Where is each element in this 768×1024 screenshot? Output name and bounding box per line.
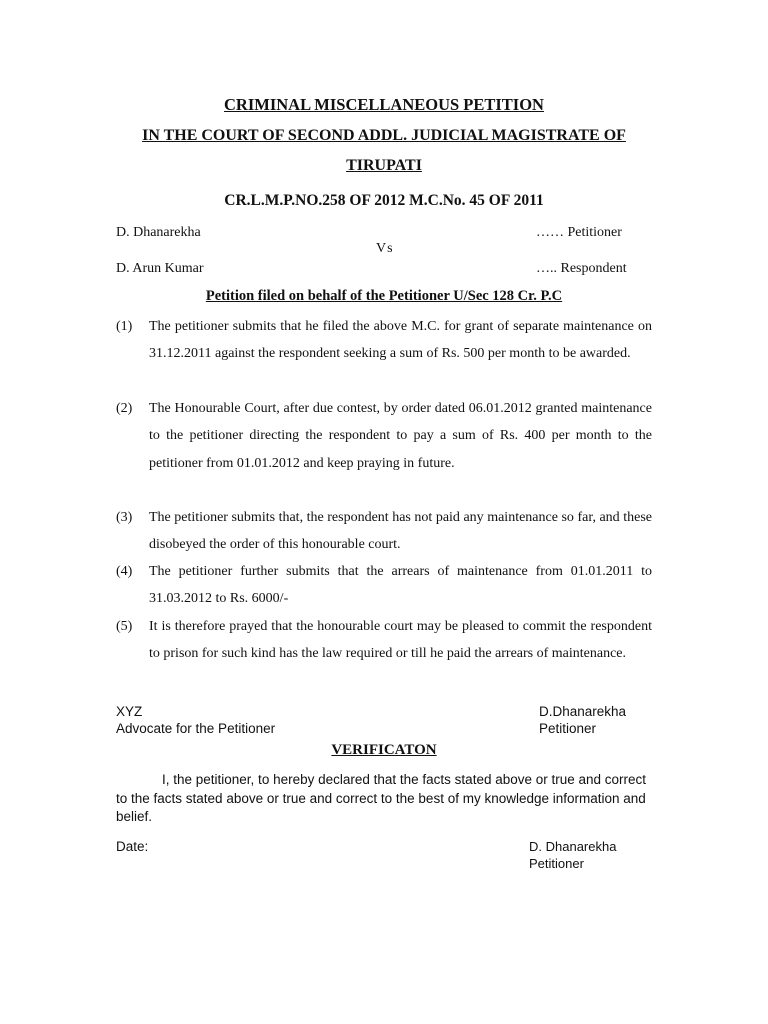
- verification-signer-role: Petitioner: [529, 855, 584, 871]
- paragraph-2: [116, 395, 652, 477]
- advocate-role: Advocate for the Petitioner: [116, 720, 276, 736]
- verification-signature-block: [529, 839, 616, 872]
- case-number: CR.L.M.P.NO.258 OF 2012 M.C.No. 45 OF 2011: [224, 192, 544, 209]
- paragraph-5: [116, 613, 652, 668]
- versus-label: Vs: [376, 241, 394, 256]
- petition-subheading: Petition filed on behalf of the Petitioner U/Sec 128 Cr. P.C: [205, 288, 563, 304]
- document-title: CRIMINAL MISCELLANEOUS PETITION: [224, 95, 544, 114]
- paragraph-number: (5): [116, 619, 133, 634]
- respondent-name: D. Arun Kumar: [116, 261, 204, 276]
- court-heading-line1: IN THE COURT OF SECOND ADDL. JUDICIAL MAGISTRATE OF: [142, 127, 626, 144]
- paragraph-number: (2): [116, 401, 133, 416]
- paragraph-number: (3): [116, 510, 133, 525]
- verification-heading: VERIFICATON: [331, 742, 437, 758]
- paragraph-text: The Honourable Court, after due contest, by order dated 06.01.2012 granted maintenance to the petitioner directing the respondent to pay a sum of Rs. 400 per month to the petitioner from 01.01.2012 and keep praying in future.: [149, 401, 652, 471]
- paragraph-text: It is therefore prayed that the honourable court may be pleased to commit the respondent to prison for such kind has the law required or till he paid the arrears of maintenance.: [149, 619, 652, 662]
- petitioner-signature-block: [539, 704, 626, 737]
- court-heading-line2: TIRUPATI: [346, 157, 422, 174]
- paragraph-number: (1): [116, 319, 133, 334]
- verification-signer-name: D. Dhanarekha: [529, 839, 617, 854]
- paragraph-text: The petitioner submits that, the respondent has not paid any maintenance so far, and these disobeyed the order of this honourable court.: [149, 510, 652, 553]
- paragraph-3: [116, 504, 652, 559]
- respondent-role: ….. Respondent: [536, 261, 627, 276]
- paragraph-number: (4): [116, 564, 133, 579]
- petitioner-signature-name: D.Dhanarekha: [539, 704, 627, 719]
- advocate-name: XYZ: [116, 704, 143, 719]
- date-label: Date:: [116, 839, 149, 854]
- petitioner-signature-role: Petitioner: [539, 720, 597, 736]
- petitioner-role: …… Petitioner: [536, 225, 622, 240]
- paragraph-text: The petitioner further submits that the arrears of maintenance from 01.01.2011 to 31.03.2012 to Rs. 6000/-: [149, 564, 652, 607]
- verification-text: I, the petitioner, to hereby declared that the facts stated above or true and correct to the facts stated above or true and correct to the best of my knowledge information and belief.: [116, 772, 647, 824]
- advocate-signature-block: [116, 704, 275, 737]
- paragraph-text: The petitioner submits that he filed the above M.C. for grant of separate maintenance on 31.12.2011 against the respondent seeking a sum of Rs. 500 per month to be awarded.: [149, 319, 652, 362]
- petitioner-name: D. Dhanarekha: [116, 225, 201, 240]
- paragraph-4: [116, 558, 652, 613]
- paragraph-1: [116, 313, 652, 368]
